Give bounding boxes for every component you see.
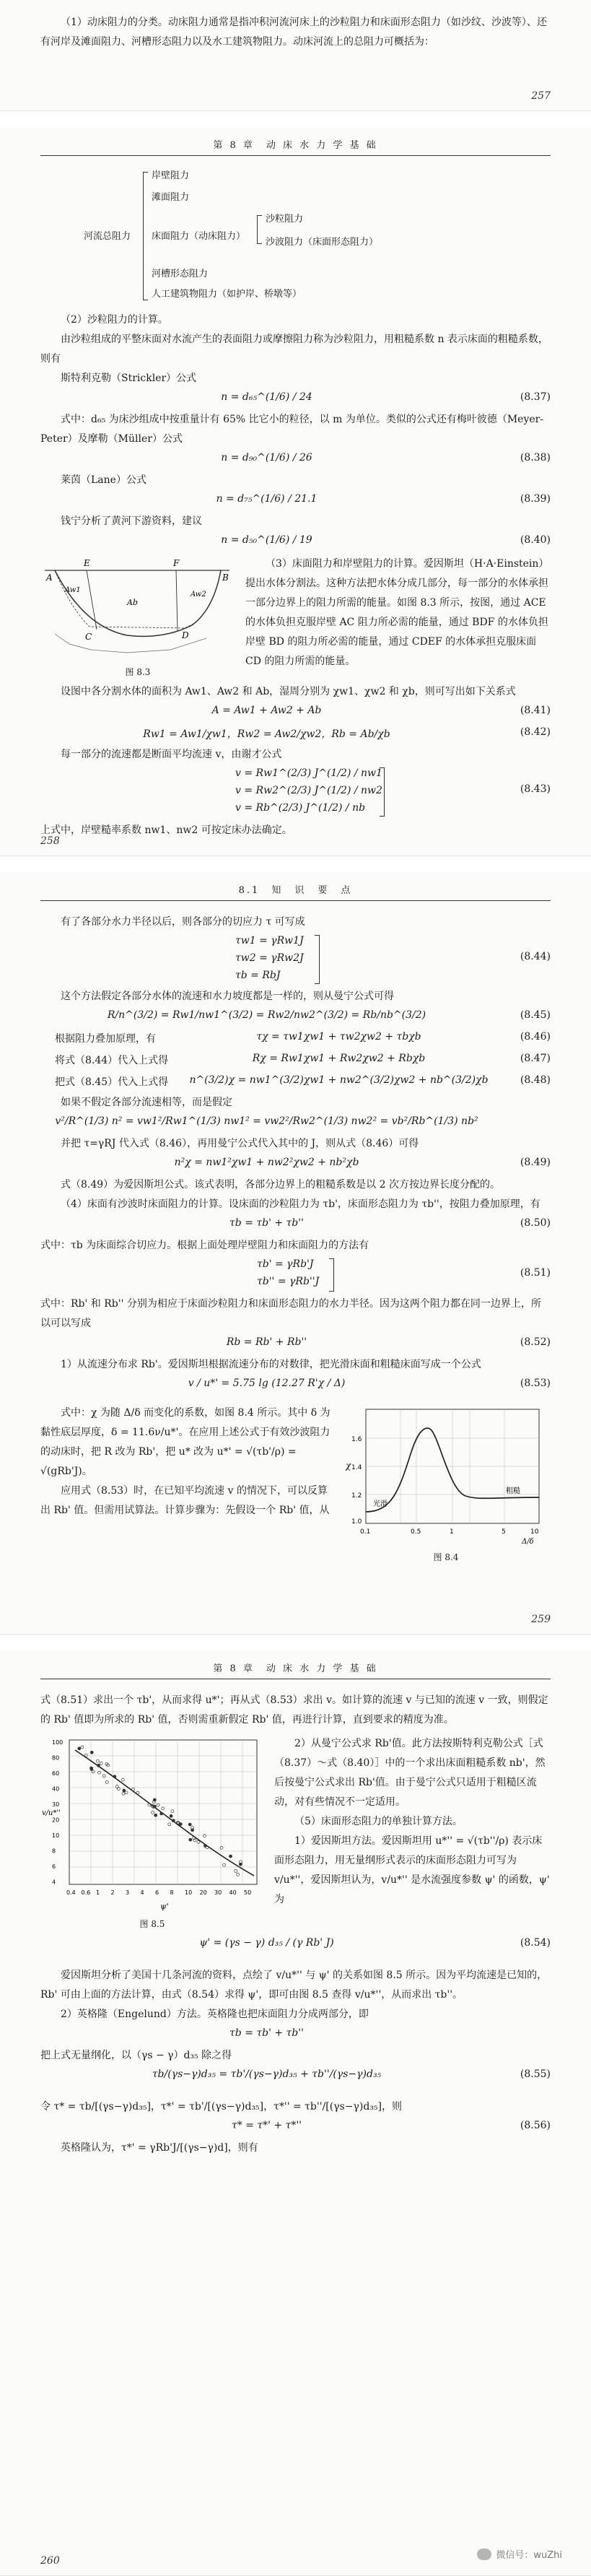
scatter-point (197, 1840, 200, 1843)
scatter-point (189, 1838, 192, 1841)
page-number: 259 (531, 1614, 551, 1625)
y-tick: 1.6 (351, 1436, 362, 1443)
paragraph-trial: 应用式（8.53）时，在已知平均流速 v 的情况下，可以反算出 Rb' 值。但需用试算法。计算步骤为：先假设一个 Rb' 值，从 (40, 1485, 330, 1516)
paragraph-grain: 由沙粒组成的平整床面对水流产生的表面阻力或摩擦阻力称为沙粒阻力，用粗糙系数 n 表示床面的粗糙系数，则有 (40, 334, 548, 365)
equation-8-55: τb/(γs−γ)d₃₅ = τb'/(γs−γ)d₃₅ + τb''/(γs−γ)d₃₅ (8.55) (152, 2068, 551, 2080)
equation-row: τb'' = γRb''J (257, 1276, 320, 1287)
tree-item-structure: 人工建筑物阻力（如护岸、桥墩等） (152, 289, 302, 300)
paragraph-chi: 式中：χ 为随 Δ/δ 而变化的系数，如图 8.4 所示。其中 δ 为黏性底层厚度，δ = 11.6ν/u*'。在应用上述公式于有效沙波阻力的动床时，把 R 改为 Rb'，把 u* 改为 u*' = √(τb'/ρ) = √(gRb'J)。 (40, 1407, 330, 1477)
equation-8-56: τ* = τ*' + τ*'' (8.56) (231, 2120, 551, 2131)
label-lane: 莱茵（Lane）公式 (61, 474, 146, 486)
scatter-point (152, 1811, 154, 1814)
scatter-point (81, 1746, 84, 1749)
fit-curve (75, 1750, 254, 1876)
tree-item-bed: 床面阻力（动床阻力） (152, 231, 246, 242)
equation-tau-sum: τb = τb' + τb'' (229, 2027, 304, 2039)
scatter-point (172, 1819, 175, 1822)
fig3-label-b: B (222, 573, 229, 583)
y-tick: 100 (52, 1739, 64, 1746)
x-tick: 4 (140, 1889, 144, 1896)
page-258 (0, 127, 591, 856)
scatter-point (136, 1791, 139, 1794)
y-tick: 1.0 (351, 1518, 362, 1526)
paragraph-velocity-distribution: 1）从流速分布求 Rb'。爱因斯坦根据流速分布的对数律，把光滑床面和粗糙床面写成一个公式 (61, 1359, 481, 1370)
paragraph-bank-roughness: 上式中，岸壁糙率系数 nw1、nw2 可按定床办法确定。 (40, 824, 292, 836)
equation-row: v = Rb^(2/3) J^(1/2) / nb (235, 802, 366, 814)
x-tick: 50 (244, 1889, 252, 1896)
x-tick: 0.6 (81, 1889, 91, 1896)
paragraph-rb: 式中：Rb' 和 Rb'' 分别为相应于床面沙粒阻力和床面形态阻力的水力半径。因为这两个阻力都在同一边界上，所以可以写成 (40, 1298, 541, 1329)
fig3-label-ab: Ab (127, 598, 138, 607)
equation-8-53: v / u*' = 5.75 lg (12.27 R'χ / Δ) (8.53) (188, 1378, 551, 1389)
paragraph-bedform-resistance: （4）床面有沙波时床面阻力的计算。设床面的沙粒阻力为 τb'，床面形态阻力为 τb''，按阻力叠加原理，有 (61, 1198, 540, 1210)
x-tick: 20 (199, 1889, 207, 1896)
y-tick: 30 (52, 1801, 60, 1808)
y-tick: 1.4 (351, 1464, 362, 1471)
scatter-point (160, 1812, 163, 1815)
y-tick: 1.2 (351, 1492, 362, 1500)
fig3-label-aw1: Aw1 (65, 586, 81, 594)
x-tick: 0.5 (411, 1528, 421, 1536)
x-tick: 8 (170, 1889, 174, 1896)
label-strickler: 斯特利克勒（Strickler）公式 (61, 373, 197, 384)
fig3-label-e: E (84, 558, 90, 568)
wechat-icon (477, 2549, 491, 2560)
fig3-label-aw2: Aw2 (191, 591, 206, 599)
label-smooth: 光滑 (373, 1500, 388, 1508)
scatter-point (170, 1814, 172, 1817)
equation-8-42: Rw1 = Aw1/χw1，Rw2 = Aw2/χw2，Rb = Ab/χb (8.42) (143, 726, 551, 740)
paragraph-assume: 如果不假定各部分流速相等，而是假定 (61, 1097, 232, 1108)
paragraph-einstein-division: （3）床面阻力和岸壁阻力的计算。爱因斯坦（H·A·Einstein）提出水体分割法。这种方法把水体分成几部分，每一部分的水体承担一部分边界上的阻力所需的能量。如图 8.3 所示，按图，通过 ACE 的水体负担克服岸壁 AC 阻力所必需的能量，通过 BDF 的水体负担岸壁 BD 的阻力所必需的能量，通过 CDEF 的水体承担克服床面 CD 的阻力所需的能量。 (245, 558, 549, 667)
equation-8-49: n²χ = nw1²χw1 + nw2²χw2 + nb²χb (8.49) (174, 1157, 551, 1168)
equation-row: τb' = γRb'J (257, 1258, 314, 1270)
x-tick: 10 (530, 1528, 539, 1536)
x-tick: 5 (502, 1528, 506, 1536)
equation-8-50: τb = τb' + τb'' (8.50) (229, 1217, 551, 1229)
paragraph-iteration: 式（8.51）求出一个 τb'，从而求得 u*'；再从式（8.53）求出 v。如计算的流速 v 与已知的流速 v 一致，则假定的 Rb' 值即为所求的 Rb' 值，否则需重新假定 Rb' 值，再进行计算，直到要求的精度为准。 (40, 1694, 548, 1726)
equation-row: τw2 = γRw2J (235, 952, 304, 964)
equation-8-41: A = Aw1 + Aw2 + Ab (8.41) (211, 705, 551, 716)
x-tick: 2 (110, 1889, 115, 1896)
equation-8-44: τw1 = γRw1J τw2 = γRw2J τb = RbJ (8.44) (40, 932, 551, 987)
x-tick: 1 (450, 1528, 454, 1536)
page-number: 257 (531, 90, 551, 102)
fig3-label-a: A (46, 573, 53, 583)
paragraph-engelund: 2）英格隆（Engelund）方法。英格隆也把床面阻力分成两部分，即 (61, 2009, 369, 2020)
running-head: 8.1 知 识 要 点 (40, 882, 551, 901)
scatter-point (154, 1814, 157, 1816)
fig3-label-c: C (85, 632, 92, 642)
tree-root: 河流总阻力 (84, 231, 131, 242)
y-tick: 8 (52, 1848, 56, 1855)
paragraph-resistance-classification: （1）动床阻力的分类。动床阻力通常是指冲积河流河床上的沙粒阻力和床面形态阻力（如沙纹、沙波等）、还有河岸及滩面阻力、河槽形态阻力以及水工建筑物阻力。动床河流上的总阻力可概括为： (40, 17, 547, 48)
x-axis-label: ψ' (160, 1902, 169, 1911)
x-tick: 40 (229, 1889, 237, 1896)
tree-item-bedform: 沙波阻力（床面形态阻力） (266, 237, 379, 248)
scatter-point (168, 1823, 171, 1826)
paragraph-define-tau-star: 令 τ* = τb/[(γs−γ)d₃₅]，τ*' = τb'/[(γs−γ)d₃₅]，τ*'' = τb''/[(γs−γ)d₃₅]，则 (40, 2101, 402, 2112)
resistance-tree (40, 167, 551, 305)
equation-row: v = Rw1^(2/3) J^(1/2) / nw1 (235, 767, 382, 779)
figure-8-5 (40, 1734, 264, 1930)
equation-8-38: n = d₉₀^(1/6) / 26 (8.38) (221, 452, 551, 464)
page-number: 260 (40, 2555, 60, 2567)
scatter-point (96, 1759, 99, 1762)
paragraph-chezy: 每一部分的流速都是断面平均流速 v，由谢才公式 (61, 749, 282, 760)
equation-8-45: R/n^(3/2) = Rw1/nw1^(3/2) = Rw2/nw2^(3/2) = Rb/nb^(3/2) (8.45) (107, 1009, 551, 1021)
equation-8-39: n = d₇₅^(1/6) / 21.1 (8.39) (216, 493, 551, 505)
y-tick: 40 (52, 1785, 60, 1793)
x-tick: 6 (155, 1889, 159, 1896)
scatter-point (171, 1810, 174, 1813)
paragraph-areas: 设图中各分割水体的面积为 Aw1、Aw2 和 Ab，湿周分别为 χw1、χw2 和 χb，则可写出如下关系式 (61, 686, 516, 697)
scatter-point (102, 1775, 105, 1777)
y-tick: 80 (52, 1754, 60, 1762)
scatter-point (235, 1870, 237, 1873)
x-tick: 30 (214, 1889, 222, 1896)
scatter-point (220, 1846, 223, 1849)
scatter-point (105, 1780, 108, 1783)
fig3-label-d: D (182, 630, 189, 640)
scatter-point (162, 1807, 165, 1810)
x-axis-label: Δ/δ (522, 1538, 534, 1546)
scatter-point (121, 1778, 124, 1781)
paragraph-einstein-formula: 式（8.49）为爱因斯坦公式。该式表明，各部分边界上的粗糙系数是以 2 次方按边界长度分配的。 (61, 1179, 500, 1191)
y-tick: 20 (52, 1816, 60, 1824)
tree-item-channel: 河槽形态阻力 (152, 269, 209, 279)
scatter-point (239, 1863, 242, 1866)
scatter-point (179, 1823, 182, 1826)
y-tick: 4 (52, 1879, 56, 1886)
equation-row: v = Rw2^(2/3) J^(1/2) / nw2 (235, 785, 382, 796)
scatter-point (191, 1829, 194, 1832)
paragraph-einstein-data: 爱因斯坦分析了美国十几条河流的资料，点绘了 v/u*'' 与 ψ' 的关系如图 8.5 所示。因为平均流速是已知的，Rb' 可由上面的方法计算，由式（8.54）求得 ψ'，即可由图 8.5 查得 v/u*''，从而求出 τb''。 (40, 1970, 548, 2001)
chi-curve-chart (341, 1404, 551, 1548)
equation-8-51: τb' = γRb'J τb'' = γRb''J (8.51) (40, 1256, 551, 1294)
label-rough: 粗糙 (506, 1487, 520, 1495)
scatter-point (90, 1751, 93, 1754)
scatter-point (223, 1863, 226, 1866)
equation-8-52: Rb = Rb' + Rb'' (8.52) (226, 1336, 551, 1348)
paragraph-bedform-method: （5）床面形态阻力的单独计算方法。 (294, 1816, 463, 1827)
x-tick: 10 (185, 1889, 193, 1896)
equation-row: τw1 = γRw1J (235, 935, 304, 947)
equation-8-37: n = d₆₅^(1/6) / 24 (8.37) (221, 391, 551, 403)
figure-8-3 (40, 554, 235, 678)
einstein-scatter-chart (40, 1734, 264, 1915)
page-260 (0, 1650, 591, 2576)
scatter-point (203, 1845, 206, 1848)
equation-row: τb = RbJ (235, 970, 281, 981)
x-ticks (66, 1889, 251, 1896)
y-tick: 60 (52, 1770, 60, 1777)
equation-velocity-ratio: v²/R^(1/3) n² = vw1²/Rw1^(1/3) nw1² = vw2²/Rw2^(1/3) nw2² = vb²/Rb^(1/3) nb² (55, 1115, 478, 1127)
paragraph-d65: 式中：d₆₅ 为床沙组成中按重量计有 65% 比它小的粒径，以 m 为单位。类似的公式还有梅叶彼德（Meyer-Peter）及摩勒（Müller）公式 (40, 414, 544, 445)
scatter-point (153, 1798, 156, 1801)
paragraph-shear: 有了各部分水力半径以后，则各部分的切应力 τ 可写成 (61, 916, 305, 928)
x-tick: 3 (126, 1889, 130, 1896)
watermark-text: 微信号：wuZhi (496, 2550, 562, 2561)
paragraph-grain-title: （2）沙粒阻力的计算。 (61, 314, 168, 326)
scatter-point (113, 1775, 116, 1778)
figure-caption: 图 8.3 (125, 667, 151, 677)
paragraph-dimensionless: 把上式无量纲化，以（γs − γ）d₃₅ 除之得 (40, 2050, 232, 2061)
tree-item-bank: 岸壁阻力 (152, 170, 190, 181)
paragraph-engelund-tau: 英格隆认为，τ*' = γRb'J/[(γs−γ)d]，则有 (61, 2142, 258, 2154)
scatter-point (157, 1803, 159, 1806)
fig3-label-f: F (173, 558, 180, 568)
scatter-point (78, 1747, 81, 1750)
running-head: 第 8 章 动 床 水 力 学 基 础 (40, 137, 551, 156)
scatter-point (153, 1805, 156, 1808)
page-259 (0, 872, 591, 1635)
equation-8-46: 根据阻力叠加原理，有 τχ = τw1χw1 + τw2χw2 + τbχb (8.46) (55, 1031, 551, 1045)
page-257 (0, 0, 591, 111)
label-qian: 钱宁分析了黄河下游资料，建议 (61, 515, 202, 527)
paragraph-tau-b: 式中：τb 为床面综合切应力。根据上面处理岸壁阻力和床面阻力的方法有 (40, 1240, 369, 1251)
scatter-point (229, 1855, 232, 1858)
paragraph-einstein-method: 1）爱因斯坦方法。爱因斯坦用 u*'' = √(τb''/ρ) 表示床面形态阻力，用无量纲形式表示的床面形态阻力可写为 v/u*''，爱因斯坦认为，v/u*'' 是水流强度参数 ψ' 的函数，ψ' 为 (274, 1835, 550, 1905)
y-axis-label: χ (346, 1461, 351, 1471)
scatter-point (97, 1764, 100, 1767)
running-head: 第 8 章 动 床 水 力 学 基 础 (40, 1661, 551, 1679)
y-axis-label: v/u*'' (42, 1809, 61, 1817)
scatter-point (84, 1754, 87, 1757)
scatter-point (100, 1762, 102, 1765)
equation-8-54: ψ' = (γs − γ) d₃₅ / (γ Rb' J) (8.54) (199, 1937, 551, 1949)
scatter-point (122, 1792, 125, 1795)
x-tick: 0.4 (66, 1889, 76, 1896)
figure-caption: 图 8.4 (433, 1552, 459, 1562)
equation-8-40: n = d₅₀^(1/6) / 19 (8.40) (221, 534, 551, 546)
equation-8-48: 把式（8.45）代入上式得 n^(3/2)χ = nw1^(3/2)χw1 + nw2^(3/2)χw2 + nb^(3/2)χb (8.48) (55, 1074, 551, 1088)
scatter-point (188, 1823, 191, 1826)
scatter-point (237, 1873, 240, 1876)
scatter-point (125, 1791, 128, 1794)
paragraph-substitute: 并把 τ=γRJ 代入式（8.46），再用曼宁公式代入其中的 J，则从式（8.46）可得 (61, 1138, 419, 1149)
figure-caption: 图 8.5 (139, 1919, 165, 1929)
channel-cross-section-diagram (40, 554, 235, 663)
paragraph-manning-rb: 2）从曼宁公式求 Rb'值。此方法按斯特利克勒公式［式（8.37）～式（8.40）］中的一个求出床面粗糙系数 nb'，然后按曼宁公式求出 Rb'值。由于曼宁公式只适用于粗糙区流动，对有些情况不一定适用。 (274, 1738, 546, 1808)
equation-8-43: v = Rw1^(2/3) J^(1/2) / nw1 v = Rw2^(2/3) J^(1/2) / nw2 v = Rb^(2/3) J^(1/2) / nb (8.43) (40, 765, 551, 821)
x-tick: 1 (96, 1889, 100, 1896)
page-number: 258 (40, 835, 60, 847)
scatter-point (123, 1789, 126, 1792)
equation-8-47: 将式（8.44）代入上式得 Rχ = Rw1χw1 + Rw2χw2 + Rbχb (8.47) (55, 1053, 551, 1066)
watermark (477, 2547, 562, 2561)
y-tick: 10 (52, 1832, 60, 1839)
tree-item-grain: 沙粒阻力 (266, 214, 304, 225)
tree-item-floodplain: 滩面阻力 (152, 192, 190, 203)
y-tick: 6 (52, 1863, 56, 1870)
scatter-point (203, 1835, 206, 1837)
figure-8-4 (341, 1404, 551, 1563)
x-tick: 0.1 (360, 1528, 371, 1536)
paragraph-same-velocity: 这个方法假定各部分水体的流速和水力坡度都是一样的，则从曼宁公式可得 (61, 991, 394, 1002)
